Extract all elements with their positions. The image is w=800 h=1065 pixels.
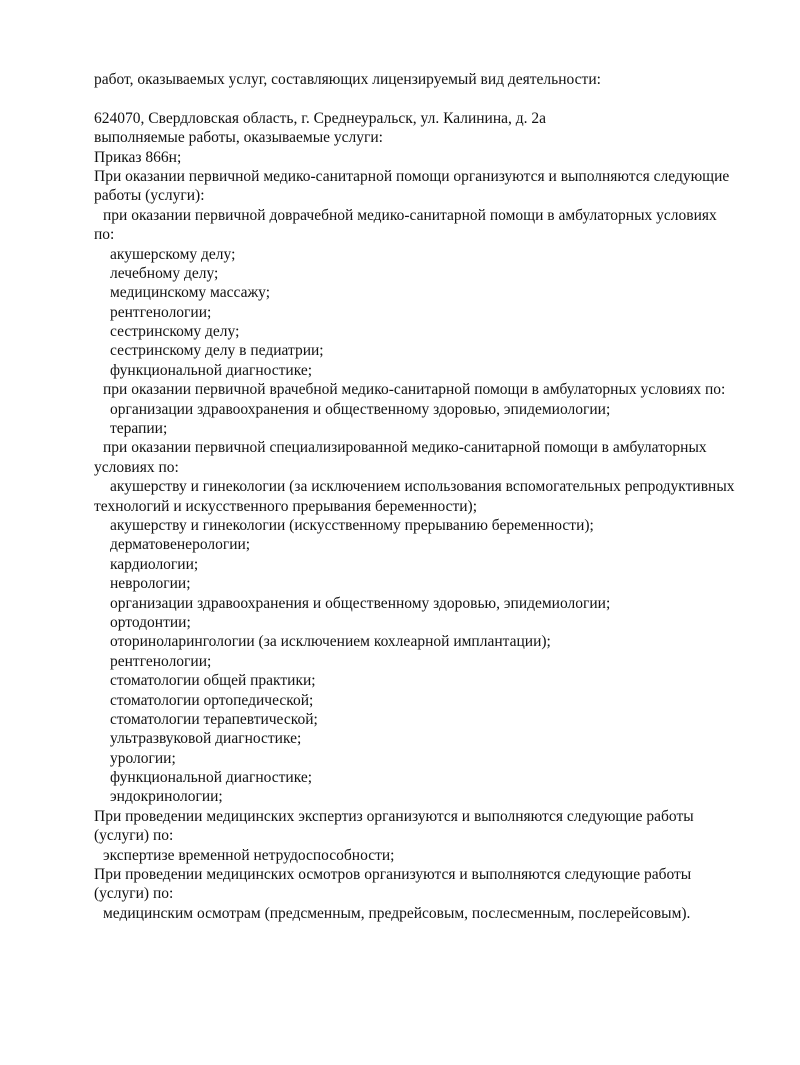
document-line: работ, оказываемых услуг, составляющих лицензируемый вид деятельности:	[94, 71, 601, 88]
document-line: урологии;	[110, 749, 176, 767]
document-line: сестринскому делу;	[110, 323, 240, 341]
document-line: рентгенологии;	[110, 652, 212, 670]
document-line: организации здравоохранения и общественному здоровью, эпидемиологии;	[110, 400, 611, 418]
document-line: (услуги) по:	[94, 885, 174, 903]
document-line: по:	[94, 226, 115, 244]
document-line: При проведении медицинских осмотров организуются и выполняются следующие работы	[94, 866, 692, 884]
document-line: при оказании первичной врачебной медико-санитарной помощи в амбулаторных условиях по:	[103, 381, 726, 399]
document-line: кардиологии;	[110, 555, 199, 573]
document-line: эндокринологии;	[110, 788, 223, 806]
document-line: Приказ 866н;	[94, 148, 182, 166]
document-body	[94, 70, 784, 923]
document-line: функциональной диагностике;	[110, 769, 313, 787]
document-line: стоматологии общей практики;	[110, 672, 316, 690]
document-line: терапии;	[110, 420, 168, 438]
document-line: медицинским осмотрам (предсменным, предрейсовым, послесменным, послерейсовым).	[103, 904, 691, 922]
document-line: оториноларингологии (за исключением кохлеарной имплантации);	[110, 633, 551, 651]
document-line: акушерскому делу;	[110, 245, 236, 263]
document-line: работы (услуги):	[94, 187, 205, 205]
document-line: акушерству и гинекологии (искусственному прерыванию беременности);	[110, 516, 594, 534]
document-line: При проведении медицинских экспертиз организуются и выполняются следующие работы	[94, 807, 694, 825]
document-line: выполняемые работы, оказываемые услуги:	[94, 129, 383, 147]
document-line: неврологии;	[110, 575, 191, 593]
document-line: акушерству и гинекологии (за исключением использования вспомогательных репродуктивных	[110, 478, 735, 496]
document-line: лечебному делу;	[110, 264, 219, 282]
document-line: при оказании первичной доврачебной медико-санитарной помощи в амбулаторных условиях	[103, 206, 717, 224]
document-line: ортодонтии;	[110, 613, 191, 631]
document-line: функциональной диагностике;	[110, 361, 313, 379]
document-line: сестринскому делу в педиатрии;	[110, 342, 324, 360]
document-line: При оказании первичной медико-санитарной помощи организуются и выполняются следующие	[94, 167, 730, 185]
document-line: условиях по:	[94, 458, 179, 476]
document-line: экспертизе временной нетрудоспособности;	[103, 846, 395, 864]
document-line: при оказании первичной специализированной медико-санитарной помощи в амбулаторных	[103, 439, 707, 457]
document-line: стоматологии терапевтической;	[110, 710, 318, 728]
document-line: ультразвуковой диагностике;	[110, 730, 302, 748]
document-line: дерматовенерологии;	[110, 536, 251, 554]
document-line: (услуги) по:	[94, 827, 174, 845]
document-line: 624070, Свердловская область, г. Среднеуральск, ул. Калинина, д. 2а	[94, 109, 547, 127]
document-line: стоматологии ортопедической;	[110, 691, 314, 709]
document-line: организации здравоохранения и общественному здоровью, эпидемиологии;	[110, 594, 611, 612]
document-line: медицинскому массажу;	[110, 284, 271, 302]
blank-line	[94, 89, 784, 108]
document-line: технологий и искусственного прерывания беременности);	[94, 497, 478, 515]
document-line: рентгенологии;	[110, 303, 212, 321]
